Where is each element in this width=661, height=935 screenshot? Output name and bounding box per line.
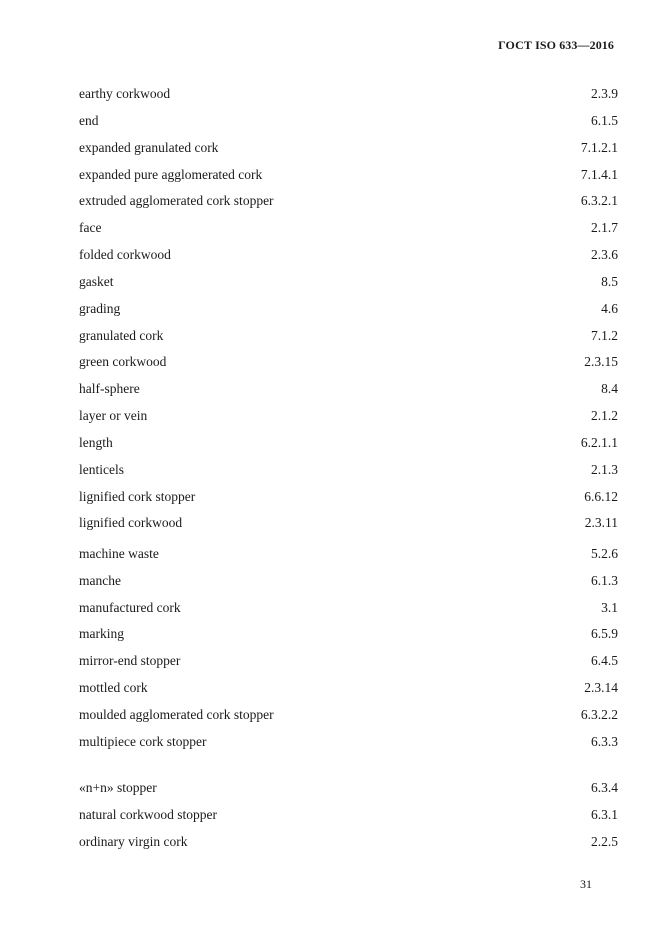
entry-term: moulded agglomerated cork stopper [79, 707, 274, 722]
entry-term: marking [79, 626, 124, 641]
entry-term: length [79, 435, 113, 450]
index-entry [79, 379, 618, 399]
index-entry [79, 571, 618, 591]
entry-number: 4.6 [601, 301, 618, 316]
entry-number: 7.1.2 [591, 328, 618, 343]
entry-number: 2.3.14 [584, 680, 618, 695]
entry-number: 6.1.3 [591, 573, 618, 588]
index-entry [79, 832, 618, 852]
entry-term: expanded granulated cork [79, 140, 219, 155]
entry-term: extruded agglomerated cork stopper [79, 193, 274, 208]
entry-number: 6.3.2.2 [580, 707, 618, 722]
entry-term: ordinary virgin cork [79, 834, 188, 849]
entry-number: 2.1.2 [591, 408, 618, 423]
entry-term: granulated cork [79, 328, 164, 343]
index-entry [79, 598, 618, 618]
index-entry [79, 460, 618, 480]
entry-term: machine waste [79, 546, 159, 561]
entry-number: 6.6.12 [584, 489, 618, 504]
index-entry [79, 165, 618, 185]
entry-number: 6.4.5 [591, 653, 618, 668]
entry-number: 8.4 [601, 381, 618, 396]
entry-number: 6.3.3 [591, 734, 618, 749]
entry-term: manufactured cork [79, 600, 181, 615]
entry-number: 2.2.5 [591, 834, 618, 849]
index-entry [79, 513, 618, 533]
entry-term: lignified cork stopper [79, 489, 196, 504]
entry-term: lignified corkwood [79, 515, 183, 530]
index-entry [79, 191, 618, 211]
index-entry [79, 84, 618, 104]
document-header: ГОСТ ISO 633—2016 [498, 38, 614, 52]
entry-number: 7.1.2.1 [580, 140, 618, 155]
index-entry [79, 218, 618, 238]
index-entry [79, 245, 618, 265]
entry-term: face [79, 220, 102, 235]
entry-number: 5.2.6 [591, 546, 618, 561]
index-entry [79, 138, 618, 158]
entry-number: 6.5.9 [591, 626, 618, 641]
entry-number: 2.3.9 [591, 86, 618, 101]
entry-term: mirror-end stopper [79, 653, 181, 668]
entry-term: earthy corkwood [79, 86, 171, 101]
index-entry [79, 487, 618, 507]
entry-number: 2.3.6 [591, 247, 618, 262]
entry-number: 2.1.7 [591, 220, 618, 235]
entry-number: 2.3.11 [584, 515, 618, 530]
entry-number: 2.1.3 [591, 462, 618, 477]
entry-term: end [79, 113, 99, 128]
entry-term: green corkwood [79, 354, 167, 369]
entry-term: half-sphere [79, 381, 140, 396]
index-entry [79, 544, 618, 564]
index-entry [79, 732, 618, 752]
entry-term: expanded pure agglomerated cork [79, 167, 263, 182]
entry-term: lenticels [79, 462, 124, 477]
entry-term: manche [79, 573, 121, 588]
index-entry [79, 651, 618, 671]
entry-number: 6.1.5 [591, 113, 618, 128]
entry-term: layer or vein [79, 408, 148, 423]
index-entry [79, 326, 618, 346]
entry-term: folded corkwood [79, 247, 171, 262]
entry-number: 8.5 [601, 274, 618, 289]
index-entry [79, 778, 618, 798]
index-entry [79, 406, 618, 426]
index-entry [79, 678, 618, 698]
index-entry [79, 352, 618, 372]
index-entry [79, 299, 618, 319]
page-number: 31 [580, 877, 592, 891]
index-entry [79, 624, 618, 644]
entry-number: 6.3.2.1 [580, 193, 618, 208]
entry-term: gasket [79, 274, 114, 289]
index-entry [79, 111, 618, 131]
entry-term: natural corkwood stopper [79, 807, 217, 822]
entry-number: 7.1.4.1 [580, 167, 618, 182]
entry-number: 3.1 [601, 600, 618, 615]
entry-term: multipiece cork stopper [79, 734, 207, 749]
index-entry [79, 433, 618, 453]
index-entry [79, 805, 618, 825]
index-entry [79, 705, 618, 725]
entry-number: 6.3.1 [591, 807, 618, 822]
entry-number: 2.3.15 [584, 354, 618, 369]
entry-term: mottled cork [79, 680, 148, 695]
index-entry [79, 272, 618, 292]
entry-number: 6.3.4 [591, 780, 618, 795]
entry-term: grading [79, 301, 121, 316]
entry-number: 6.2.1.1 [580, 435, 618, 450]
entry-term: «n+n» stopper [79, 780, 157, 795]
